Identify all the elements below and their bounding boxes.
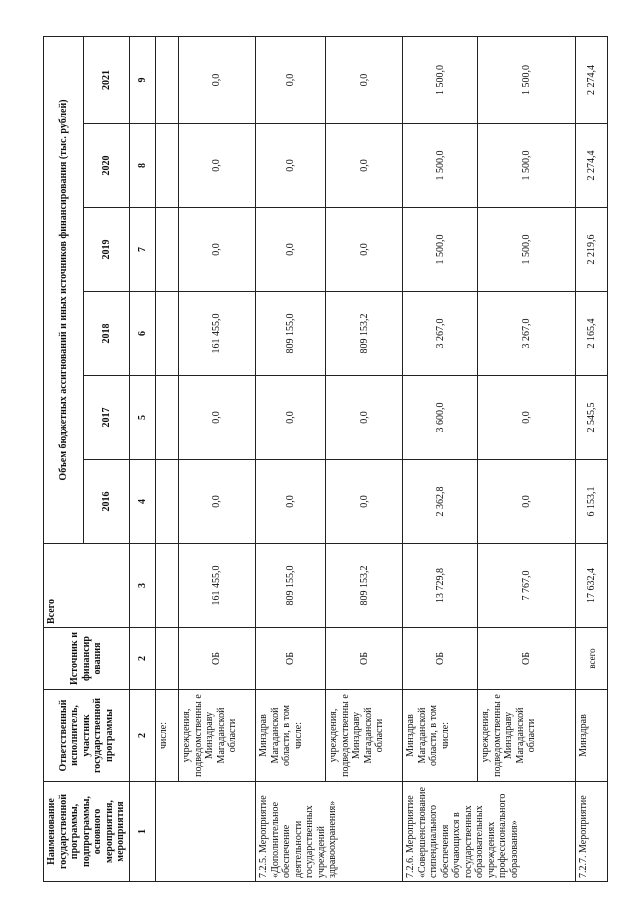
column-number: 7 <box>130 208 156 292</box>
header-year-2021: 2021 <box>84 36 130 123</box>
row-2020: 2 274,4 <box>576 124 608 208</box>
column-number: 1 <box>130 782 156 882</box>
table-row <box>326 36 403 881</box>
row-total: 13 729,8 <box>403 544 478 628</box>
column-number: 9 <box>130 36 156 123</box>
table-row <box>403 36 478 881</box>
column-number: 5 <box>130 376 156 460</box>
row-executor: Минздрав Магаданской области, в том числе: <box>403 690 478 782</box>
column-number: 8 <box>130 124 156 208</box>
row-name: 7.2.5. Мероприятие «Дополнительное обеспечение деятельности государственных учреждений здравоохранения» <box>256 782 403 882</box>
column-number: 4 <box>130 460 156 544</box>
row-2016: 0,0 <box>179 460 256 544</box>
row-2018: 809 153,2 <box>326 292 403 376</box>
row-2016: 0,0 <box>256 460 326 544</box>
header-total-col: Всего <box>44 544 130 628</box>
row-2016: 6 153,1 <box>576 460 608 544</box>
row-2017: 2 545,5 <box>576 376 608 460</box>
header-name-col: Наименование государственной программы, подпрограммы, основного мероприятия, мероприятия <box>44 782 130 882</box>
row-2018: 161 455,0 <box>179 292 256 376</box>
row-executor: учреждения, подведомственны е Минздраву Магаданской области <box>478 690 576 782</box>
row-2018: 2 165,4 <box>576 292 608 376</box>
row-2020: 0,0 <box>179 124 256 208</box>
column-number: 2 <box>130 690 156 782</box>
row-2017: 0,0 <box>326 376 403 460</box>
table-row <box>478 36 576 881</box>
row-2017: 0,0 <box>478 376 576 460</box>
header-funding-title: Объем бюджетных ассигнований и иных источников финансирования (тыс. рублей) <box>44 36 84 543</box>
header-year-2017: 2017 <box>84 376 130 460</box>
header-row-1 <box>44 36 84 881</box>
column-number: 2 <box>130 628 156 690</box>
row-2017 <box>155 376 178 460</box>
table-row <box>256 36 326 881</box>
row-total: 7 767,0 <box>478 544 576 628</box>
header-executor-col: Ответственный исполнитель, участник государственной программы <box>44 690 130 782</box>
row-2021: 1 500,0 <box>478 36 576 123</box>
row-2021: 0,0 <box>256 36 326 123</box>
row-2019: 2 219,6 <box>576 208 608 292</box>
row-2019: 0,0 <box>256 208 326 292</box>
rotated-table-wrapper <box>43 37 608 882</box>
row-2017: 0,0 <box>256 376 326 460</box>
row-executor: Минздрав Магаданской области, в том числе: <box>256 690 326 782</box>
row-source <box>155 628 178 690</box>
row-name: 7.2.7. Мероприятие <box>576 782 608 882</box>
column-number: 3 <box>130 544 156 628</box>
row-2021: 2 274,4 <box>576 36 608 123</box>
header-year-2018: 2018 <box>84 292 130 376</box>
row-executor: Минздрав <box>576 690 608 782</box>
row-source: всего <box>576 628 608 690</box>
row-2018: 809 155,0 <box>256 292 326 376</box>
table-row <box>179 36 256 881</box>
row-total: 17 632,4 <box>576 544 608 628</box>
row-2021: 0,0 <box>326 36 403 123</box>
row-executor: учреждения, подведомственны е Минздраву Магаданской области <box>326 690 403 782</box>
row-source: ОБ <box>326 628 403 690</box>
row-source: ОБ <box>179 628 256 690</box>
row-executor: числе: <box>155 690 178 782</box>
header-year-2016: 2016 <box>84 460 130 544</box>
row-total: 809 153,2 <box>326 544 403 628</box>
column-number: 6 <box>130 292 156 376</box>
row-2018: 3 267,0 <box>403 292 478 376</box>
row-2020 <box>155 124 178 208</box>
row-2021: 0,0 <box>179 36 256 123</box>
row-2017: 3 600,0 <box>403 376 478 460</box>
row-name <box>155 782 255 882</box>
row-2016: 0,0 <box>478 460 576 544</box>
row-2016: 2 362,8 <box>403 460 478 544</box>
row-source: ОБ <box>403 628 478 690</box>
row-2016: 0,0 <box>326 460 403 544</box>
header-year-2019: 2019 <box>84 208 130 292</box>
funding-table <box>43 36 608 882</box>
row-2020: 1 500,0 <box>478 124 576 208</box>
row-2016 <box>155 460 178 544</box>
header-year-2020: 2020 <box>84 124 130 208</box>
row-executor: учреждения, подведомственны е Минздраву Магаданской области <box>179 690 256 782</box>
row-2021 <box>155 36 178 123</box>
row-2017: 0,0 <box>179 376 256 460</box>
row-2019 <box>155 208 178 292</box>
row-2019: 1 500,0 <box>403 208 478 292</box>
row-source: ОБ <box>478 628 576 690</box>
row-2018 <box>155 292 178 376</box>
row-2021: 1 500,0 <box>403 36 478 123</box>
row-total: 809 155,0 <box>256 544 326 628</box>
row-2020: 0,0 <box>256 124 326 208</box>
table-row <box>155 36 178 881</box>
row-2019: 0,0 <box>179 208 256 292</box>
row-2019: 0,0 <box>326 208 403 292</box>
row-source: ОБ <box>256 628 326 690</box>
row-total <box>155 544 178 628</box>
table-row <box>576 36 608 881</box>
row-total: 161 455,0 <box>179 544 256 628</box>
column-number-row <box>130 36 156 881</box>
row-2019: 1 500,0 <box>478 208 576 292</box>
row-name: 7.2.6. Мероприятие «Совершенствование стипендиального обеспечения обучающихся в государственных образовательных учреждениях профессионального образования» <box>403 782 576 882</box>
header-source-col: Источник и финансир ования <box>44 628 130 690</box>
row-2018: 3 267,0 <box>478 292 576 376</box>
row-2020: 0,0 <box>326 124 403 208</box>
row-2020: 1 500,0 <box>403 124 478 208</box>
